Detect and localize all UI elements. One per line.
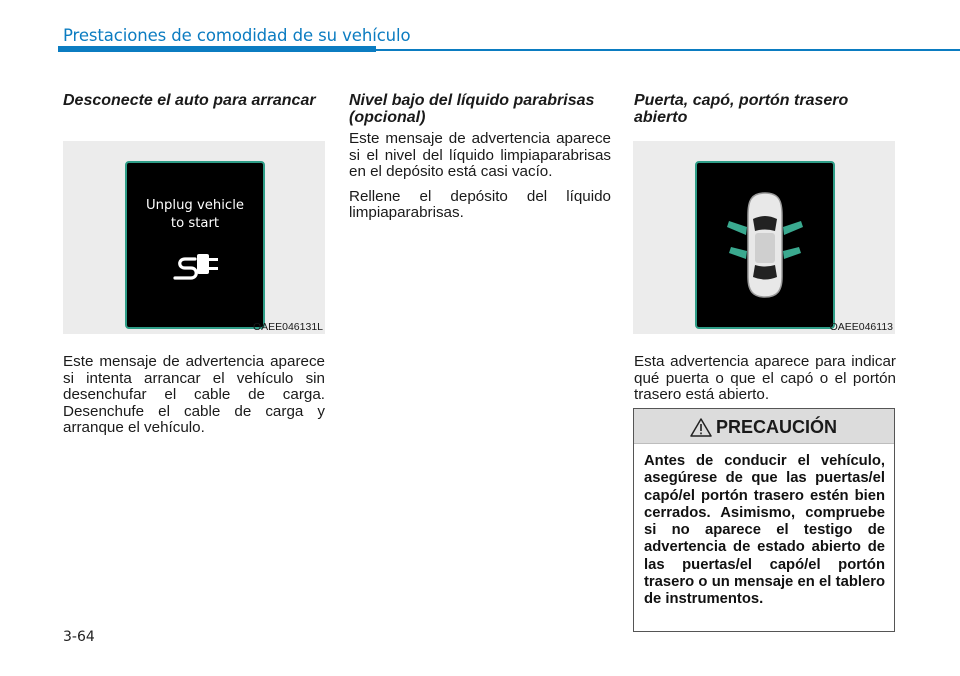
figure-door-open-warning bbox=[633, 141, 895, 334]
body-text: Este mensaje de advertencia aparece si intenta arrancar el vehículo sin desenchufar el cable de carga. Desenchufe el cable de carga y arranque el vehículo. bbox=[63, 353, 325, 436]
caution-header bbox=[634, 409, 894, 444]
cluster-display bbox=[125, 161, 265, 329]
display-message bbox=[127, 197, 263, 233]
section-header-title: Prestaciones de comodidad de su vehículo bbox=[63, 26, 411, 45]
warning-triangle-icon bbox=[690, 418, 712, 437]
plug-icon bbox=[171, 253, 227, 293]
figure-code: OAEE046113 bbox=[829, 321, 893, 333]
section-low-washer-fluid bbox=[349, 92, 611, 230]
caution-box bbox=[633, 408, 895, 632]
section-body bbox=[63, 354, 325, 445]
display-message-line2: to start bbox=[170, 216, 220, 231]
figure-code: OAEE046131L bbox=[252, 321, 323, 333]
header-rule-thick bbox=[58, 46, 376, 52]
body-text: Rellene el depósito del líquido limpiaparabrisas. bbox=[349, 187, 611, 221]
header-rule-thin bbox=[376, 49, 960, 51]
caution-text: Antes de conducir el vehículo, asegúrese de que las puertas/el capó/el portón trasero estén bien cerrados. Asimismo, compruebe si no aparece el testigo de advertencia de estado abierto de las puertas/el capó/el portón trasero o un mensaje en el tablero de instrumentos. bbox=[644, 453, 885, 608]
section-unplug-vehicle bbox=[63, 92, 325, 109]
section-body bbox=[634, 354, 896, 412]
section-title: Desconecte el auto para arrancar bbox=[63, 92, 316, 109]
section-door-open bbox=[634, 92, 896, 126]
display-message-line1: Unplug vehicle bbox=[146, 198, 244, 213]
body-text: Este mensaje de advertencia aparece si el nivel del líquido limpiaparabrisas en el depósito está casi vacío. bbox=[349, 130, 611, 180]
body-text: Esta advertencia aparece para indicar qué puerta o que el capó o el portón trasero está abierto. bbox=[634, 353, 896, 403]
car-doors-open-icon bbox=[715, 185, 815, 305]
cluster-display bbox=[695, 161, 835, 329]
figure-unplug-warning bbox=[63, 141, 325, 334]
section-title: Puerta, capó, portón trasero abierto bbox=[634, 92, 849, 126]
section-title: Nivel bajo del líquido parabrisas (opcional) bbox=[349, 92, 595, 126]
caution-title: PRECAUCIÓN bbox=[716, 417, 838, 437]
page-number: 3-64 bbox=[63, 629, 95, 645]
